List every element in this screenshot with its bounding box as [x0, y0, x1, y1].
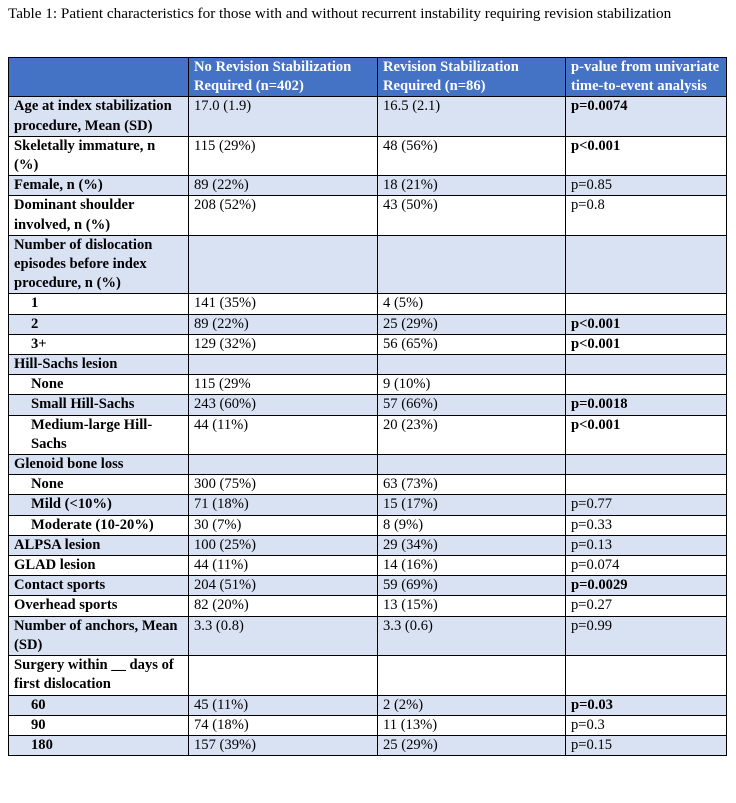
row-label: Moderate (10-20%) [9, 515, 189, 535]
cell-revision: 9 (10%) [378, 375, 566, 395]
table-row [9, 656, 727, 695]
table-row [9, 715, 727, 735]
cell-revision: 48 (56%) [378, 136, 566, 175]
cell-p-value: p=0.13 [566, 535, 727, 555]
row-label: Mild (<10%) [9, 495, 189, 515]
cell-p-value: p=0.8 [566, 196, 727, 235]
cell-p-value: p=0.15 [566, 735, 727, 755]
cell-p-value: p=0.0029 [566, 576, 727, 596]
row-label: None [9, 475, 189, 495]
header-characteristic [9, 58, 189, 97]
cell-revision: 11 (13%) [378, 715, 566, 735]
row-label: Female, n (%) [9, 176, 189, 196]
cell-no-revision: 243 (60%) [189, 395, 378, 415]
cell-p-value [566, 375, 727, 395]
row-label: 2 [9, 314, 189, 334]
cell-no-revision: 100 (25%) [189, 535, 378, 555]
row-label: 90 [9, 715, 189, 735]
cell-no-revision: 17.0 (1.9) [189, 97, 378, 136]
cell-no-revision: 89 (22%) [189, 314, 378, 334]
row-label: Number of anchors, Mean (SD) [9, 616, 189, 655]
cell-no-revision: 300 (75%) [189, 475, 378, 495]
table-row [9, 136, 727, 175]
table-row [9, 176, 727, 196]
cell-revision: 3.3 (0.6) [378, 616, 566, 655]
cell-revision: 56 (65%) [378, 334, 566, 354]
table-row [9, 375, 727, 395]
table-row [9, 455, 727, 475]
cell-no-revision: 208 (52%) [189, 196, 378, 235]
row-label: Dominant shoulder involved, n (%) [9, 196, 189, 235]
row-label: Small Hill-Sachs [9, 395, 189, 415]
row-label: GLAD lesion [9, 556, 189, 576]
cell-no-revision: 141 (35%) [189, 294, 378, 314]
cell-p-value: p<0.001 [566, 136, 727, 175]
cell-revision: 59 (69%) [378, 576, 566, 596]
cell-p-value: p=0.03 [566, 695, 727, 715]
cell-revision [378, 235, 566, 294]
cell-no-revision [189, 235, 378, 294]
cell-revision: 20 (23%) [378, 415, 566, 454]
table-row [9, 695, 727, 715]
cell-no-revision: 71 (18%) [189, 495, 378, 515]
cell-no-revision: 204 (51%) [189, 576, 378, 596]
cell-no-revision [189, 455, 378, 475]
row-label: Overhead sports [9, 596, 189, 616]
cell-p-value: p<0.001 [566, 334, 727, 354]
cell-revision: 16.5 (2.1) [378, 97, 566, 136]
row-label: Skeletally immature, n (%) [9, 136, 189, 175]
cell-no-revision [189, 355, 378, 375]
cell-p-value: p=0.074 [566, 556, 727, 576]
cell-p-value: p=0.0018 [566, 395, 727, 415]
cell-no-revision: 89 (22%) [189, 176, 378, 196]
cell-p-value: p=0.99 [566, 616, 727, 655]
cell-p-value: p=0.77 [566, 495, 727, 515]
table-row [9, 235, 727, 294]
table-row [9, 395, 727, 415]
cell-revision: 18 (21%) [378, 176, 566, 196]
cell-no-revision: 44 (11%) [189, 415, 378, 454]
table-row [9, 415, 727, 454]
header-revision: Revision Stabilization Required (n=86) [378, 58, 566, 97]
cell-p-value [566, 656, 727, 695]
table-header-row [9, 58, 727, 97]
cell-revision [378, 656, 566, 695]
cell-p-value: p=0.3 [566, 715, 727, 735]
row-label: 60 [9, 695, 189, 715]
cell-revision: 57 (66%) [378, 395, 566, 415]
cell-p-value: p=0.27 [566, 596, 727, 616]
cell-revision: 14 (16%) [378, 556, 566, 576]
cell-no-revision: 3.3 (0.8) [189, 616, 378, 655]
row-label: 1 [9, 294, 189, 314]
row-label: 3+ [9, 334, 189, 354]
row-label: Number of dislocation episodes before index procedure, n (%) [9, 235, 189, 294]
row-label: Age at index stabilization procedure, Mean (SD) [9, 97, 189, 136]
cell-p-value: p=0.85 [566, 176, 727, 196]
cell-p-value: p=0.0074 [566, 97, 727, 136]
table-row [9, 294, 727, 314]
cell-p-value: p<0.001 [566, 415, 727, 454]
row-label: ALPSA lesion [9, 535, 189, 555]
row-label: Hill-Sachs lesion [9, 355, 189, 375]
row-label: Surgery within __ days of first dislocation [9, 656, 189, 695]
cell-p-value [566, 235, 727, 294]
cell-no-revision: 157 (39%) [189, 735, 378, 755]
cell-p-value: p=0.33 [566, 515, 727, 535]
table-caption: Table 1: Patient characteristics for those with and without recurrent instability requiring revision stabilization [8, 5, 672, 22]
cell-revision: 13 (15%) [378, 596, 566, 616]
cell-revision: 8 (9%) [378, 515, 566, 535]
cell-revision [378, 355, 566, 375]
table-row [9, 495, 727, 515]
cell-p-value [566, 294, 727, 314]
cell-no-revision: 115 (29%) [189, 136, 378, 175]
cell-revision: 15 (17%) [378, 495, 566, 515]
table-row [9, 596, 727, 616]
table-row [9, 355, 727, 375]
cell-no-revision: 129 (32%) [189, 334, 378, 354]
cell-no-revision [189, 656, 378, 695]
patient-characteristics-table [8, 57, 727, 756]
header-p-value: p-value from univariate time-to-event analysis [566, 58, 727, 97]
table-row [9, 735, 727, 755]
cell-revision: 4 (5%) [378, 294, 566, 314]
cell-no-revision: 44 (11%) [189, 556, 378, 576]
table-row [9, 515, 727, 535]
table-row [9, 334, 727, 354]
table-row [9, 556, 727, 576]
row-label: None [9, 375, 189, 395]
cell-revision: 29 (34%) [378, 535, 566, 555]
table-row [9, 535, 727, 555]
cell-p-value [566, 475, 727, 495]
cell-no-revision: 74 (18%) [189, 715, 378, 735]
row-label: Medium-large Hill-Sachs [9, 415, 189, 454]
row-label: 180 [9, 735, 189, 755]
row-label: Contact sports [9, 576, 189, 596]
table-row [9, 314, 727, 334]
cell-no-revision: 30 (7%) [189, 515, 378, 535]
cell-no-revision: 82 (20%) [189, 596, 378, 616]
cell-revision [378, 455, 566, 475]
table-row [9, 616, 727, 655]
cell-no-revision: 115 (29% [189, 375, 378, 395]
table-row [9, 196, 727, 235]
cell-no-revision: 45 (11%) [189, 695, 378, 715]
cell-p-value [566, 455, 727, 475]
cell-p-value [566, 355, 727, 375]
cell-revision: 43 (50%) [378, 196, 566, 235]
cell-revision: 2 (2%) [378, 695, 566, 715]
header-no-revision: No Revision Stabilization Required (n=402) [189, 58, 378, 97]
cell-revision: 63 (73%) [378, 475, 566, 495]
table-row [9, 475, 727, 495]
cell-revision: 25 (29%) [378, 314, 566, 334]
row-label: Glenoid bone loss [9, 455, 189, 475]
cell-revision: 25 (29%) [378, 735, 566, 755]
table-row [9, 576, 727, 596]
table-row [9, 97, 727, 136]
cell-p-value: p<0.001 [566, 314, 727, 334]
